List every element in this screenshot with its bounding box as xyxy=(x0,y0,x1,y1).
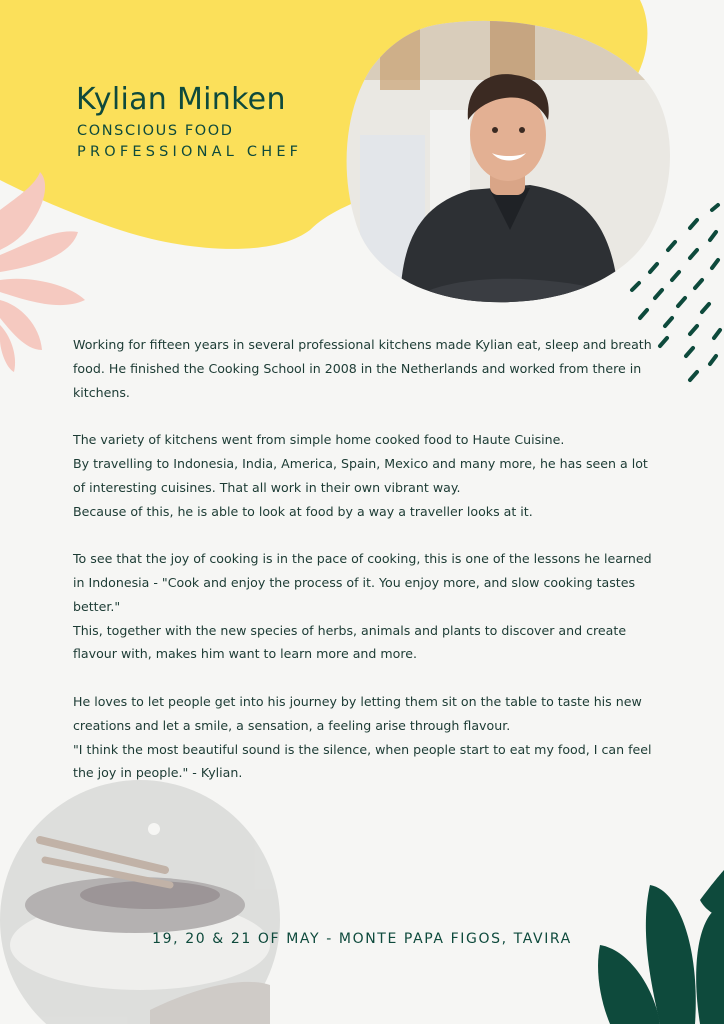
chef-name: Kylian Minken xyxy=(76,82,286,117)
bio-paragraph-3 xyxy=(73,547,663,666)
subtitle-conscious-food: CONSCIOUS FOOD xyxy=(77,123,234,139)
bio-paragraph-1: Working for fifteen years in several professional kitchens made Kylian eat, sleep and breath food. He finished the Cooking School in 2008 in the Netherlands and worked from there in kitchens. xyxy=(73,337,652,400)
bio-paragraph-3-line-1: To see that the joy of cooking is in the pace of cooking, this is one of the lessons he learned in Indonesia - "Cook and enjoy the process of it. You enjoy more, and slow cooking tastes better." xyxy=(73,551,652,614)
bio-paragraph-2-line-1: The variety of kitchens went from simple home cooked food to Haute Cuisine. xyxy=(73,432,565,448)
bio-paragraph-4 xyxy=(73,690,663,785)
bio-paragraph-2 xyxy=(73,428,663,523)
bio-paragraph-2-line-2: By travelling to Indonesia, India, America, Spain, Mexico and many more, he has seen a lot of interesting cuisines. That all work in their own vibrant way. xyxy=(73,455,648,495)
chef-portrait xyxy=(340,20,680,310)
bio-paragraph-4-line-2: "I think the most beautiful sound is the silence, when people start to eat my food, I can feel the joy in people." - Kylian. xyxy=(73,741,652,781)
green-leaf-shape xyxy=(598,870,724,1024)
subtitle-professional-chef: PROFESSIONAL CHEF xyxy=(77,144,303,160)
food-photo xyxy=(0,780,280,1024)
event-dates-location: 19, 20 & 21 OF MAY - MONTE PAPA FIGOS, TAVIRA xyxy=(152,931,572,947)
bio-paragraph-3-line-2: This, together with the new species of herbs, animals and plants to discover and create flavour with, makes him want to learn more and more. xyxy=(73,622,627,662)
bio-paragraph-4-line-1: He loves to let people get into his journey by letting them sit on the table to taste his new creations and let a smile, a sensation, a feeling arise through flavour. xyxy=(73,693,642,733)
bio-paragraph-2-line-3: Because of this, he is able to look at food by a way a traveller looks at it. xyxy=(73,503,533,519)
biography xyxy=(73,333,663,809)
